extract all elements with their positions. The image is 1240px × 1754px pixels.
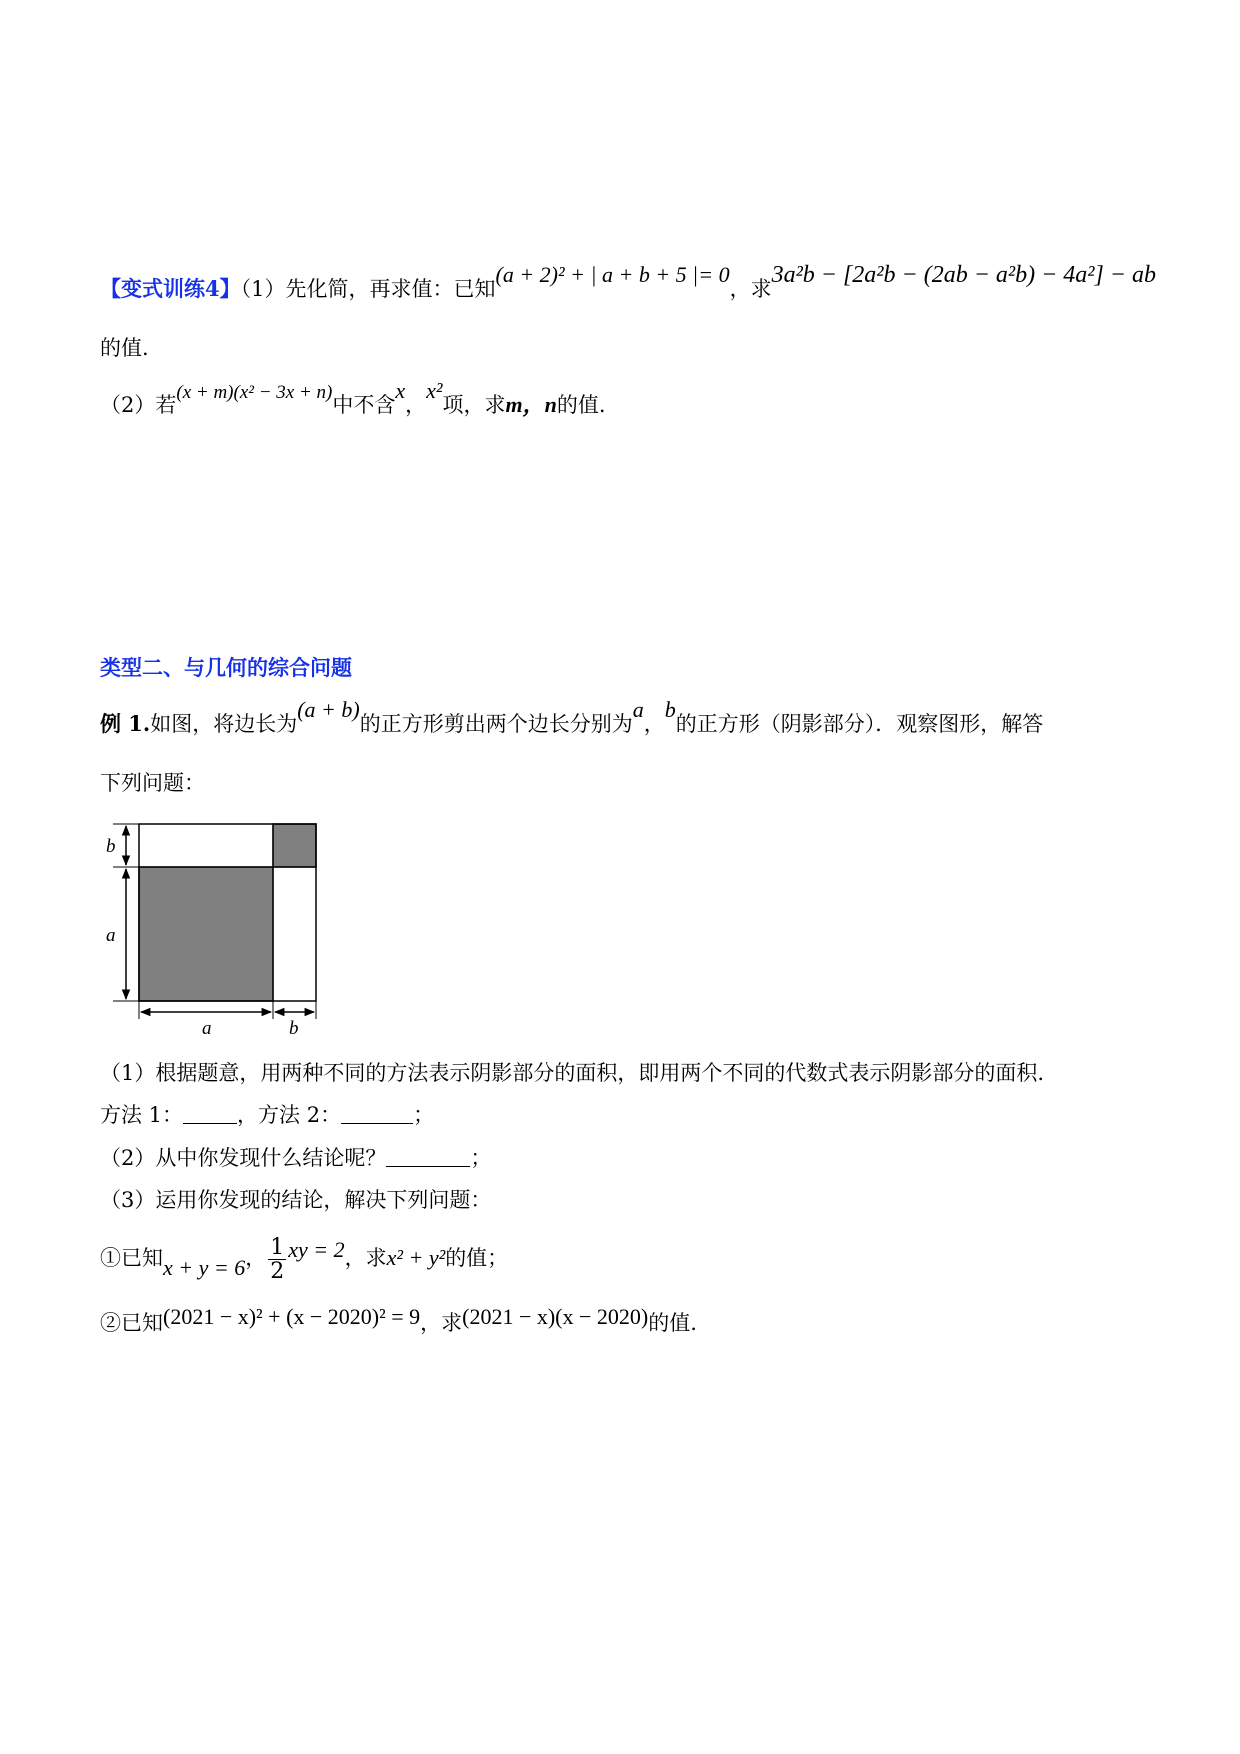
sub1-end: 的值； bbox=[445, 1246, 509, 1271]
sub1-fraction-den: 2 bbox=[270, 1259, 285, 1285]
sub2-target: (2021 − x)(x − 2020) bbox=[462, 1304, 649, 1329]
example1-b: b bbox=[664, 697, 676, 722]
exercise4-part1-suffix: 的值. bbox=[100, 336, 149, 360]
sub-question-2 bbox=[100, 1304, 697, 1335]
method1-blank[interactable] bbox=[183, 1105, 237, 1124]
type2-heading: 类型二、与几何的综合问题 bbox=[100, 655, 352, 680]
sub2-prefix: ②已知 bbox=[100, 1311, 163, 1335]
figure-label-a-bottom: a bbox=[202, 1018, 212, 1039]
exercise4-part2-comma: ， bbox=[405, 393, 427, 417]
exercise4-part2-text-a: 中不含 bbox=[332, 393, 396, 417]
example1-text-c: 的正方形（阴影部分）．观察图形，解答 bbox=[675, 712, 1044, 736]
sub2-end: 的值. bbox=[648, 1311, 697, 1335]
question-2-blank[interactable] bbox=[386, 1148, 470, 1167]
method-sep: ，方法 2： bbox=[237, 1103, 342, 1127]
sub1-fraction-num: 1 bbox=[270, 1235, 285, 1260]
example1-line2: 下列问题： bbox=[100, 771, 205, 795]
method-line bbox=[100, 1105, 434, 1126]
question-1: （1）根据题意，用两种不同的方法表示阴影部分的面积，即用两个不同的代数式表示阴影部分的面积. bbox=[100, 1061, 1045, 1085]
sub1-ask: ，求 bbox=[344, 1246, 387, 1271]
method2-blank[interactable] bbox=[341, 1105, 413, 1124]
figure-label-a-left: a bbox=[106, 925, 116, 946]
exercise4-line1 bbox=[100, 262, 1156, 301]
small-shaded-square bbox=[273, 824, 316, 867]
exercise4-part2-expression: (x + m)(x² − 3x + n) bbox=[176, 382, 333, 403]
question-2-semicolon: ； bbox=[470, 1146, 492, 1170]
sub-question-1 bbox=[100, 1236, 508, 1283]
exercise4-part1-prefix: （1）先化简，再求值：已知 bbox=[240, 277, 496, 301]
method1-label: 方法 1： bbox=[100, 1103, 184, 1127]
exercise4-line2 bbox=[100, 378, 606, 417]
example1-comma: ， bbox=[643, 712, 665, 736]
sub1-target: x² + y² bbox=[386, 1245, 446, 1271]
figure-label-b-bottom: b bbox=[289, 1018, 299, 1039]
exercise4-part2-x2: x² bbox=[426, 378, 443, 403]
question-2: （2）从中你发现什么结论呢？ bbox=[100, 1146, 387, 1170]
exercise4-title: 【变式训练4】 bbox=[100, 276, 241, 301]
exercise4-sep: ，求 bbox=[729, 277, 772, 301]
method-semicolon: ； bbox=[413, 1103, 435, 1127]
exercise4-part2-prefix: （2）若 bbox=[100, 393, 177, 417]
exercise4-part2-text-b: 项，求 bbox=[442, 393, 506, 417]
square-figure bbox=[95, 815, 335, 1045]
question-3: （3）运用你发现的结论，解决下列问题： bbox=[100, 1188, 492, 1212]
large-shaded-square bbox=[139, 867, 273, 1001]
example1-side: (a + b) bbox=[297, 697, 360, 722]
sub1-comma: ， bbox=[245, 1246, 267, 1271]
exercise4-part2-mn: m，n bbox=[505, 392, 557, 417]
figure-label-b-left: b bbox=[106, 836, 116, 857]
sub2-ask: ，求 bbox=[420, 1311, 463, 1335]
sub2-equation: (2021 − x)² + (x − 2020)² = 9 bbox=[163, 1304, 421, 1329]
example1-line1 bbox=[100, 697, 1044, 736]
sub1-eq2: xy = 2 bbox=[288, 1237, 345, 1263]
sub1-prefix: ①已知 bbox=[100, 1246, 163, 1271]
exercise4-part2-end: 的值. bbox=[556, 393, 606, 417]
exercise4-condition: (a + 2)² + | a + b + 5 |= 0 bbox=[495, 262, 730, 287]
example1-text-a: 如图，将边长为 bbox=[150, 712, 298, 736]
example1-a: a bbox=[632, 697, 644, 722]
question-2-line bbox=[100, 1148, 491, 1169]
example1-text-b: 的正方形剪出两个边长分别为 bbox=[359, 712, 633, 736]
exercise4-expression: 3a²b − [2a²b − (2ab − a²b) − 4a²] − ab bbox=[771, 262, 1156, 288]
example1-label: 例 1. bbox=[100, 711, 151, 736]
exercise4-part2-x: x bbox=[395, 378, 406, 403]
sub1-fraction bbox=[268, 1236, 286, 1283]
sub1-eq1: x + y = 6 bbox=[163, 1255, 246, 1281]
